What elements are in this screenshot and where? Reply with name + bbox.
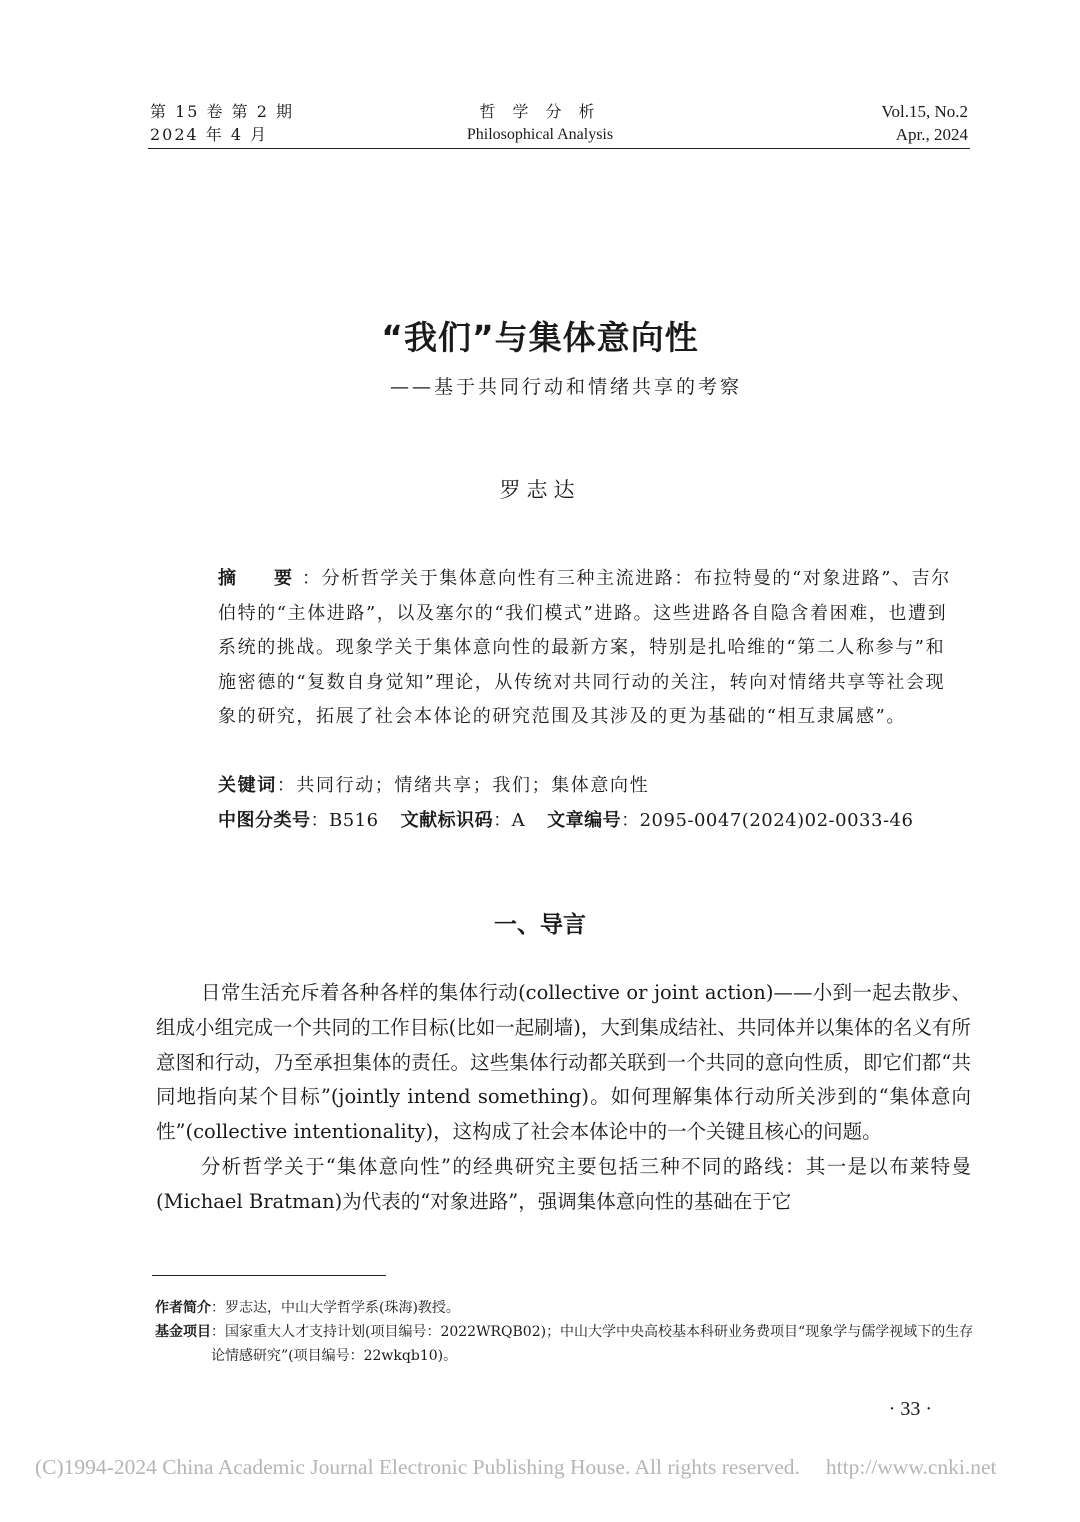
keywords-text: ：共同行动；情绪共享；我们；集体意向性 (276, 775, 650, 796)
section-heading: 一、导言 (494, 912, 586, 938)
body-text (156, 976, 971, 1220)
footnote-fund-label: 基金项目 (155, 1324, 211, 1340)
keywords (218, 771, 649, 797)
doc-code-label: 文献标识码 (400, 810, 494, 831)
clc-label: 中图分类号 (218, 810, 311, 831)
classification-line (218, 806, 913, 832)
journal-name-en: Philosophical Analysis (466, 126, 614, 143)
footnote-rule (152, 1275, 386, 1276)
footnote-fund (155, 1320, 975, 1368)
issue-volume: 第 15 卷 第 2 期 (150, 102, 294, 121)
abstract (218, 562, 953, 735)
article-title: “我们”与集体意向性 (381, 318, 699, 357)
footnote-fund-text: ：国家重大人才支持计划(项目编号：2022WRQB02)；中山大学中央高校基本科研业务费项目“现象学与儒学视域下的生存论情感研究”(项目编号：22wkqb10)。 (211, 1324, 974, 1364)
footnote-author-label: 作者简介 (155, 1300, 211, 1316)
abstract-text: ：分析哲学关于集体意向性有三种主流进路：布拉特曼的“对象进路”、吉尔伯特的“主体进路”，以及塞尔的“我们模式”进路。这些进路各自隐含着困难，也遭到系统的挑战。现象学关于集体意向性的最新方案，特别是扎哈维的“第二人称参与”和施密德的“复数自身觉知”理论，从传统对共同行动的关注，转向对情绪共享等社会现象的研究，拓展了社会本体论的研究范围及其涉及的更为基础的“相互隶属感”。 (218, 568, 951, 727)
journal-name-cn: 哲 学 分 析 (479, 102, 601, 121)
abstract-label: 摘 要 (218, 568, 302, 589)
footnote-author-text: ：罗志达，中山大学哲学系(珠海)教授。 (211, 1300, 460, 1316)
article-author: 罗志达 (499, 478, 581, 502)
page-number: · 33 · (888, 1398, 932, 1420)
article-number-value: ：2095-0047(2024)02-0033-46 (621, 810, 914, 831)
copyright-watermark (35, 1455, 1080, 1480)
clc-value: ：B516 (310, 810, 379, 831)
paragraph: 日常生活充斥着各种各样的集体行动(collective or joint action)——小到一起去散步、组成小组完成一个共同的工作目标(比如一起刷墙)，大到集成结社、共同体并以集体的名义有所意图和行动，乃至承担集体的责任。这些集体行动都关联到一个共同的意向性质，即它们都“共同地指向某个目标”(jointly intend something)。如何理解集体行动所关涉到的“集体意向性”(collective intentionality)，这构成了社会本体论中的一个关键且核心的问题。 (156, 981, 971, 1144)
doc-code-value: ：A (493, 810, 526, 831)
journal-issue-info-en (881, 100, 968, 146)
article-number-label: 文章编号 (547, 810, 622, 831)
cnki-url: http://www.cnki.net (825, 1455, 997, 1479)
footnotes (155, 1296, 975, 1368)
issue-date-en: Apr., 2024 (895, 125, 968, 144)
copyright-text: (C)1994-2024 China Academic Journal Electronic Publishing House. All rights reserved. (35, 1455, 800, 1479)
article-subtitle: ——基于共同行动和情绪共享的考察 (390, 376, 743, 398)
footnote-author (155, 1296, 975, 1320)
keywords-label: 关键词 (218, 775, 277, 796)
issue-volume-en: Vol.15, No.2 (881, 102, 968, 121)
header-rule (148, 148, 970, 149)
paragraph: 分析哲学关于“集体意向性”的经典研究主要包括三种不同的路线：其一是以布莱特曼(Michael Bratman)为代表的“对象进路”，强调集体意向性的基础在于它 (156, 1154, 971, 1213)
issue-date: 2024 年 4 月 (150, 125, 269, 144)
